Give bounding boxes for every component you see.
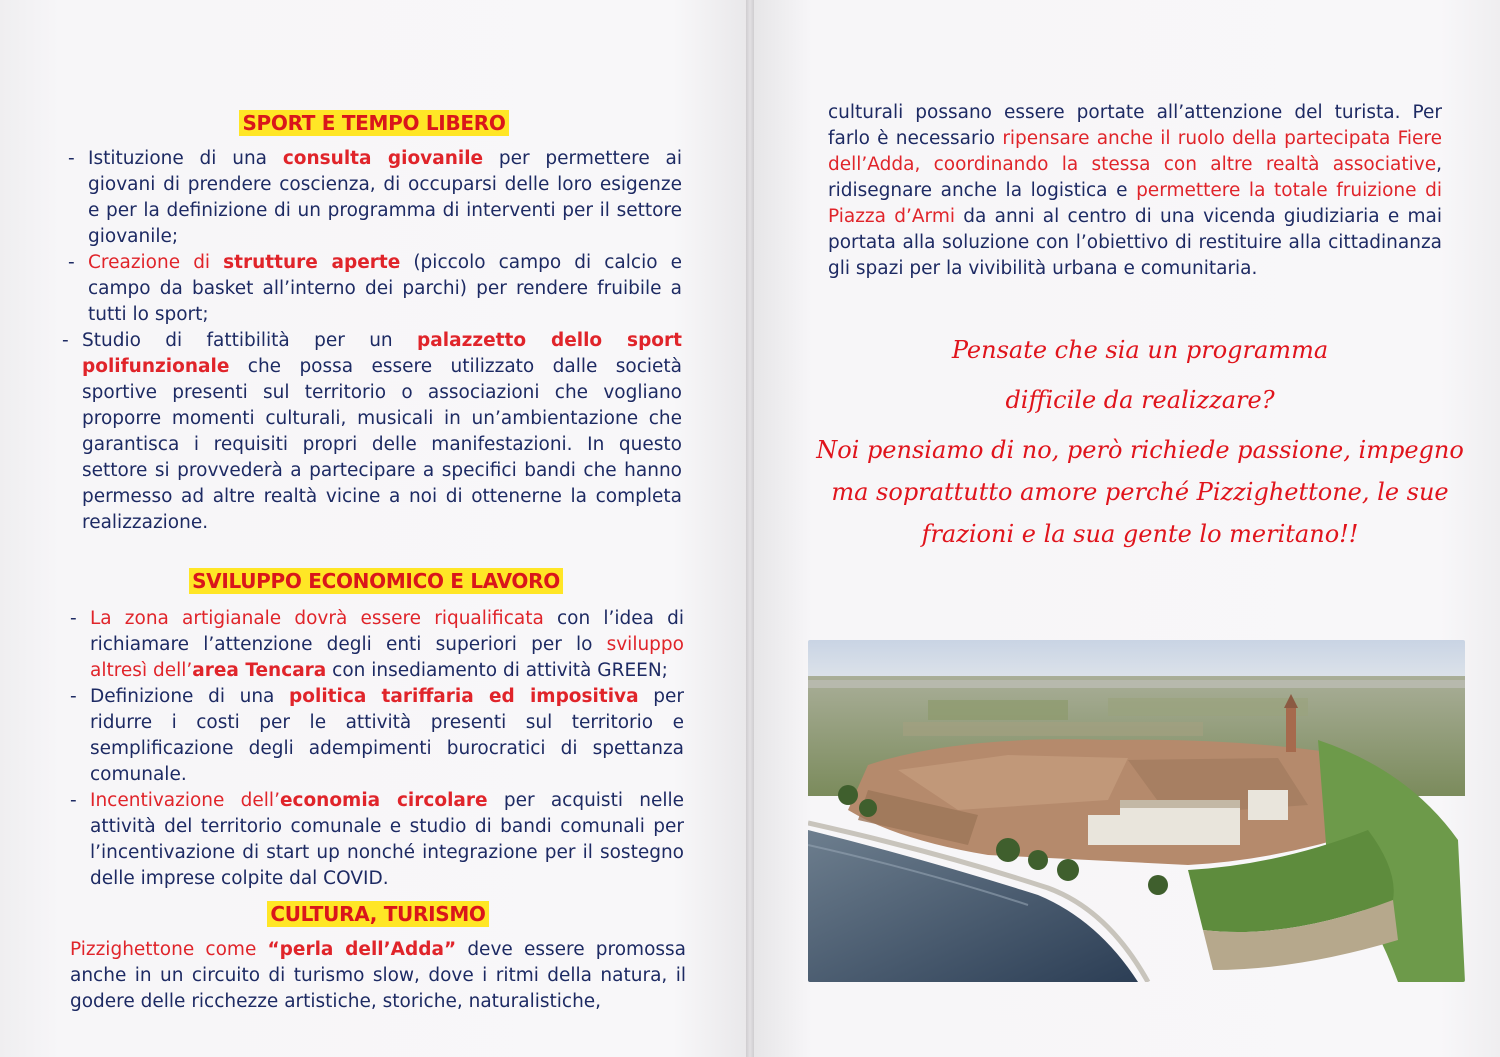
heading-sviluppo: SVILUPPO ECONOMICO E LAVORO (0, 569, 752, 593)
slogan-line-3: Noi pensiamo di no, però richiede passione, impegno (816, 436, 1464, 464)
slogan-line-1: Pensate che sia un programma (951, 336, 1329, 364)
aerial-town-photo (808, 640, 1465, 982)
slogan-line-5: frazioni e la sua gente lo meritano!! (921, 520, 1359, 548)
sport-list (68, 146, 682, 536)
aerial-town-illustration (808, 640, 1465, 982)
cultura-paragraph: Pizzighettone come “perla dell’Adda” deve essere promossa anche in un circuito di turismo slow, dove i ritmi della natura, il godere delle ricchezze artistiche, storiche, naturalistiche, (70, 939, 686, 1012)
list-item: - La zona artigianale dovrà essere riqualificata con l’idea di richiamare l’attenzione degli enti superiori per lo sviluppo altresì dell’area Tencara con insediamento di attività GREEN; (70, 606, 684, 684)
page-fold (746, 0, 754, 1057)
list-item: - Creazione di strutture aperte (piccolo campo di calcio e campo da basket all’interno dei parchi) per rendere fruibile a tutti lo sport; (68, 250, 682, 328)
heading-sport: SPORT E TEMPO LIBERO (0, 111, 748, 135)
slogan-line-2: difficile da realizzare? (1005, 386, 1275, 414)
list-item: - Definizione di una politica tariffaria ed impositiva per ridurre i costi per le attività presenti sul territorio e semplificazione degli adempimenti burocratici di spettanza comunale. (70, 684, 684, 788)
slogan-line-4: ma soprattutto amore perché Pizzighettone, le sue (831, 478, 1449, 506)
list-item: - Studio di fattibilità per un palazzetto dello sport polifunzionale che possa essere utilizzato dalle società sportive presenti sul territorio o associazioni che vogliano proporre momenti culturali, musicali in un’ambientazione che garantisca i requisiti propri delle manifestazioni. In questo settore si provvederà a partecipare a specifici bandi che hanno permesso ad altre realtà vicine a noi di ottenerne la completa realizzazione. (62, 328, 682, 536)
sviluppo-list (70, 606, 684, 892)
list-item: - Istituzione di una consulta giovanile per permettere ai giovani di prendere coscienza, di occuparsi delle loro esigenze e per la definizione di un programma di interventi per il settore giovanile; (68, 146, 682, 250)
list-item: - Incentivazione dell’economia circolare per acquisti nelle attività del territorio comunale e studio di bandi comunali per l’incentivazione di start up nonché integrazione per il sostegno delle imprese colpite dal COVID. (70, 788, 684, 892)
heading-cultura: CULTURA, TURISMO (0, 902, 756, 926)
cultura-continued-paragraph: culturali possano essere portate all’attenzione del turista. Per farlo è necessario ripensare anche il ruolo della partecipata Fiere dell’Adda, coordinando la stessa con altre realtà associative, ridisegnare anche la logistica e permettere la totale fruizione di Piazza d’Armi da anni al centro di una vicenda giudiziaria e mai portata alla soluzione con l’obiettivo di restituire alla cittadinanza gli spazi per la vivibilità urbana e comunitaria. (828, 102, 1442, 279)
